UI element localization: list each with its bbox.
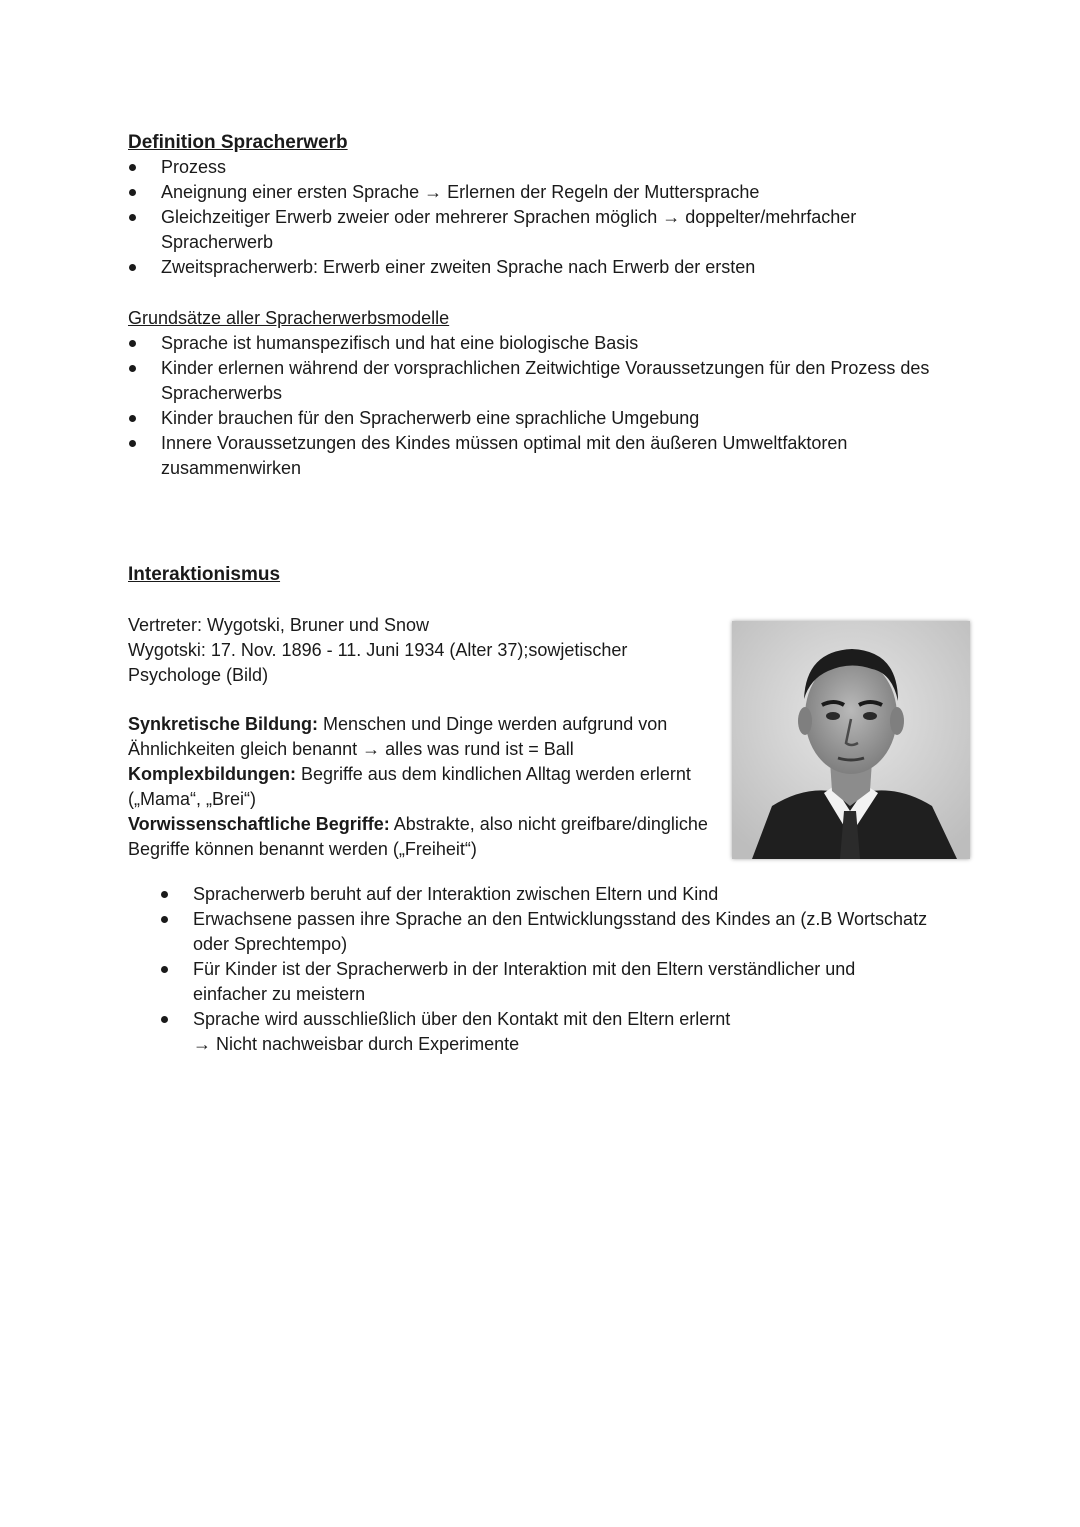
synkretisch-label: Synkretische Bildung: [128, 714, 319, 734]
list-item: Für Kinder ist der Spracherwerb in der Interaktion mit den Eltern verständlicher und einfacher zu meistern [160, 957, 893, 1007]
synkretisch-text: Menschen und Dinge werden aufgrund von [318, 714, 668, 734]
definition-heading: Definition Spracherwerb [128, 132, 348, 153]
definition-list [128, 155, 941, 280]
vorwiss-line2: Begriffe können benannt werden („Freiheit“) [128, 839, 477, 859]
sub-note: → Nicht nachweisbar durch Experimente [193, 1034, 520, 1054]
grundsaetze-heading: Grundsätze aller Spracherwerbsmodelle [128, 308, 450, 328]
grundsaetze-section [128, 306, 951, 481]
list-item: Gleichzeitiger Erwerb zweier oder mehrerer Sprachen möglich → doppelter/mehrfacher Spracherwerb [128, 205, 901, 255]
list-item: Sprache wird ausschließlich über den Kontakt mit den Eltern erlernt [160, 1007, 973, 1032]
list-item: Erwachsene passen ihre Sprache an den Entwicklungsstand des Kindes an (z.B Wortschatz oder Sprechtempo) [160, 907, 933, 957]
interaktionismus-section [128, 562, 728, 862]
komplex-text: Begriffe aus dem kindlichen Alltag werden erlernt [296, 764, 691, 784]
vertreter-text: Vertreter: Wygotski, Bruner und Snow [128, 615, 429, 635]
list-item: Zweitspracherwerb: Erwerb einer zweiten Sprache nach Erwerb der ersten [128, 255, 941, 280]
interaktionismus-list [160, 882, 973, 1032]
list-item: Aneignung einer ersten Sprache → Erlernen der Regeln der Muttersprache [128, 180, 941, 205]
wygotski-text-line1: Wygotski: 17. Nov. 1896 - 11. Juni 1934 (Alter 37);sowjetischer [128, 640, 628, 660]
list-item: Prozess [128, 155, 941, 180]
komplex-line2: („Mama“, „Brei“) [128, 789, 256, 809]
wygotski-text-line2: Psychologe (Bild) [128, 665, 269, 685]
grundsaetze-list [128, 331, 951, 481]
komplex-label: Komplexbildungen: [128, 764, 296, 784]
list-item: Innere Voraussetzungen des Kindes müssen optimal mit den äußeren Umweltfaktoren zusammenwirken [128, 431, 881, 481]
portrait-image [732, 621, 970, 859]
synkretisch-line2: Ähnlichkeiten gleich benannt → alles was rund ist = Ball [128, 739, 574, 759]
synkretisch-line1 [128, 712, 728, 737]
list-item: Spracherwerb beruht auf der Interaktion zwischen Eltern und Kind [160, 882, 973, 907]
komplex-line1 [128, 762, 728, 787]
definition-section [128, 130, 941, 280]
interaktionismus-list-section [160, 882, 973, 1057]
portrait-illustration [732, 621, 970, 859]
vorwiss-line1 [128, 812, 728, 837]
list-item: Sprache ist humanspezifisch und hat eine biologische Basis [128, 331, 941, 356]
list-item: Kinder erlernen während der vorsprachlichen Zeitwichtige Voraussetzungen für den Prozess des Spracherwerbs [128, 356, 951, 406]
vorwiss-text: Abstrakte, also nicht greifbare/dingliche [389, 814, 708, 834]
interaktionismus-heading: Interaktionismus [128, 564, 281, 585]
vorwiss-label: Vorwissenschaftliche Begriffe: [128, 814, 390, 834]
list-item: Kinder brauchen für den Spracherwerb eine sprachliche Umgebung [128, 406, 941, 431]
